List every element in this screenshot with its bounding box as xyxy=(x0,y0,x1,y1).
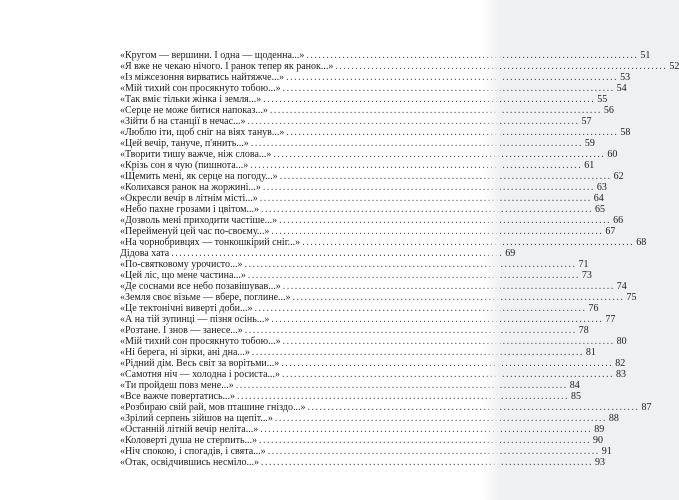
toc-entry-title: «По-святковому урочисто...» xyxy=(120,259,243,270)
toc-entry-page-number: 53 xyxy=(620,72,631,83)
toc-entry-title: «Розтане. І знов — занесе...» xyxy=(120,325,243,336)
toc-entry-page-number: 69 xyxy=(505,248,516,259)
toc-entry-page-number: 71 xyxy=(578,259,589,270)
toc-entry-title: «Коловерті душа не стерпить...» xyxy=(120,435,258,446)
toc-dot-leader xyxy=(261,457,591,468)
toc-entry-title: «Земля своє візьме — вбере, поглине...» xyxy=(120,292,291,303)
toc-entry-title: «Творити тишу важче, ніж слова...» xyxy=(120,149,272,160)
toc-entry xyxy=(120,116,592,127)
toc-entry xyxy=(120,336,627,347)
toc-dot-leader xyxy=(263,94,593,105)
toc-entry-page-number: 74 xyxy=(616,281,627,292)
toc-dot-leader xyxy=(236,380,566,391)
toc-entry xyxy=(120,314,616,325)
toc-entry xyxy=(120,446,612,457)
toc-entry-page-number: 59 xyxy=(584,138,595,149)
toc-entry xyxy=(120,402,652,413)
toc-entry-page-number: 67 xyxy=(605,226,616,237)
toc-dot-leader xyxy=(307,402,637,413)
toc-dot-leader xyxy=(268,446,598,457)
toc-entry xyxy=(120,204,606,215)
toc-entry-page-number: 52 xyxy=(669,61,679,72)
toc-dot-leader xyxy=(306,50,636,61)
toc-dot-leader xyxy=(270,105,600,116)
toc-entry-title: «Рідний дім. Весь світ за ворітьми...» xyxy=(120,358,280,369)
toc-entry xyxy=(120,237,647,248)
toc-entry-title: «Я вже не чекаю нічого. І ранок тепер як ранок...» xyxy=(120,61,334,72)
toc-entry-title: «Окресли вечір в літнім місті...» xyxy=(120,193,258,204)
toc-entry xyxy=(120,270,592,281)
toc-entry-title: «А на тій зупинці — пізня осінь...» xyxy=(120,314,270,325)
toc-entry-page-number: 76 xyxy=(588,303,599,314)
toc-entry xyxy=(120,83,627,94)
toc-entry-page-number: 60 xyxy=(607,149,618,160)
toc-dot-leader xyxy=(263,182,593,193)
toc-dot-leader xyxy=(271,226,601,237)
toc-entry-page-number: 57 xyxy=(581,116,592,127)
toc-entry xyxy=(120,149,618,160)
toc-entry xyxy=(120,325,589,336)
toc-dot-leader xyxy=(281,358,611,369)
toc-entry-title: «Ні берега, ні зірки, ані дна...» xyxy=(120,347,250,358)
toc-entry xyxy=(120,391,582,402)
toc-entry-page-number: 64 xyxy=(593,193,604,204)
toc-entry xyxy=(120,61,679,72)
toc-dot-leader xyxy=(282,369,612,380)
toc-entry-page-number: 87 xyxy=(641,402,652,413)
toc-entry-page-number: 61 xyxy=(584,160,595,171)
toc-entry-title: «Колихався ранок на жоржині...» xyxy=(120,182,261,193)
toc-entry-title: «Перейменуй цей час по-своєму...» xyxy=(120,226,270,237)
toc-entry-page-number: 84 xyxy=(569,380,580,391)
toc-entry-title: «Зійти б на станції в нечас...» xyxy=(120,116,246,127)
toc-dot-leader xyxy=(251,138,581,149)
toc-entry xyxy=(120,72,631,83)
toc-entry-page-number: 68 xyxy=(636,237,647,248)
toc-entry-page-number: 75 xyxy=(626,292,637,303)
toc-entry xyxy=(120,358,626,369)
toc-entry-title: «Кругом — вершини. І одна — щоденна...» xyxy=(120,50,305,61)
toc-dot-leader xyxy=(271,314,601,325)
toc-entry-title: «Люблю іти, щоб сніг на віях танув...» xyxy=(120,127,285,138)
toc-entry xyxy=(120,94,608,105)
toc-entry xyxy=(120,182,607,193)
toc-entry xyxy=(120,226,616,237)
toc-entry xyxy=(120,127,631,138)
toc-entry-title: «Останній літній вечір неліта...» xyxy=(120,424,259,435)
toc-entry xyxy=(120,160,595,171)
toc-entry-page-number: 85 xyxy=(571,391,582,402)
toc-entry xyxy=(120,171,624,182)
toc-entry-page-number: 58 xyxy=(620,127,631,138)
toc-entry-title: «Крізь сон я чую (пишнота...» xyxy=(120,160,249,171)
toc-entry-title: «Серце не може битися напоказ...» xyxy=(120,105,268,116)
toc-dot-leader xyxy=(261,204,591,215)
toc-entry-page-number: 88 xyxy=(608,413,619,424)
toc-dot-leader xyxy=(245,325,575,336)
toc-dot-leader xyxy=(283,336,613,347)
toc-dot-leader xyxy=(260,193,590,204)
toc-entry xyxy=(120,193,604,204)
toc-dot-leader xyxy=(280,171,610,182)
toc-dot-leader xyxy=(286,127,616,138)
toc-dot-leader xyxy=(279,215,609,226)
toc-entry-page-number: 77 xyxy=(605,314,616,325)
toc-entry-page-number: 54 xyxy=(616,83,627,94)
toc-entry-page-number: 66 xyxy=(613,215,624,226)
toc-dot-leader xyxy=(302,237,632,248)
toc-entry-page-number: 56 xyxy=(603,105,614,116)
toc-entry-title: «Небо пахне грозами і цвітом...» xyxy=(120,204,260,215)
toc-entry-title: «Цей вечір, тануче, п'янить...» xyxy=(120,138,249,149)
toc-dot-leader xyxy=(248,270,578,281)
toc-entry xyxy=(120,50,651,61)
toc-entry-title: «На чорнобривцях — тонкошкірий сніг...» xyxy=(120,237,301,248)
toc-dot-leader xyxy=(245,259,575,270)
toc-entry-page-number: 62 xyxy=(613,171,624,182)
toc-entry-page-number: 82 xyxy=(615,358,626,369)
toc-entry xyxy=(120,424,605,435)
toc-entry xyxy=(120,380,580,391)
toc-entry-page-number: 80 xyxy=(616,336,627,347)
toc-entry-title: Дідова хата xyxy=(120,248,170,259)
toc-dot-leader xyxy=(286,72,616,83)
toc-entry-page-number: 51 xyxy=(640,50,651,61)
toc-dot-leader xyxy=(283,83,613,94)
toc-dot-leader xyxy=(248,116,578,127)
toc-dot-leader xyxy=(171,248,501,259)
toc-entry-title: «Ти пройдеш повз мене...» xyxy=(120,380,234,391)
toc-entry-page-number: 55 xyxy=(597,94,608,105)
toc-entry xyxy=(120,413,619,424)
toc-entry xyxy=(120,457,606,468)
toc-dot-leader xyxy=(252,347,582,358)
toc-entry xyxy=(120,303,599,314)
toc-entry-title: «Дозволь мені приходити частіше...» xyxy=(120,215,278,226)
toc-dot-leader xyxy=(254,303,584,314)
toc-entry-page-number: 73 xyxy=(581,270,592,281)
toc-entry xyxy=(120,281,627,292)
toc-entry-page-number: 93 xyxy=(595,457,606,468)
toc-dot-leader xyxy=(283,281,613,292)
toc-entry xyxy=(120,292,637,303)
toc-entry-title: «Щемить мені, як серце на погоду...» xyxy=(120,171,278,182)
toc-entry xyxy=(120,259,589,270)
toc-entry-title: «Мій тихий сон просякнуто тобою...» xyxy=(120,336,281,347)
toc-entry-title: «Так вміє тільки жінка і земля...» xyxy=(120,94,262,105)
toc-entry-title: «Цей ліс, що мене частина...» xyxy=(120,270,246,281)
toc-entry-page-number: 83 xyxy=(616,369,627,380)
toc-entry-title: «Самотня ніч — холодна і росиста...» xyxy=(120,369,281,380)
toc-entry-page-number: 89 xyxy=(594,424,605,435)
toc-dot-leader xyxy=(293,292,623,303)
toc-entry xyxy=(120,138,595,149)
toc-entry xyxy=(120,435,604,446)
toc-dot-leader xyxy=(335,61,665,72)
toc-entry-title: «Це тектонічні вивертi доби...» xyxy=(120,303,253,314)
toc-entry-title: «Отак, освідчившись несміло...» xyxy=(120,457,260,468)
toc-entry-page-number: 63 xyxy=(596,182,607,193)
toc-entry-page-number: 90 xyxy=(593,435,604,446)
toc-entry-page-number: 78 xyxy=(578,325,589,336)
toc-entry-title: «Зрілий серпень зійшов на щепіт...» xyxy=(120,413,273,424)
toc-entry-title: «Ніч спокою, і спогадів, і свята...» xyxy=(120,446,266,457)
toc-entry-page-number: 65 xyxy=(595,204,606,215)
table-of-contents xyxy=(120,50,679,468)
toc-entry xyxy=(120,369,627,380)
toc-dot-leader xyxy=(275,413,605,424)
toc-dot-leader xyxy=(237,391,567,402)
toc-entry xyxy=(120,248,516,259)
toc-dot-leader xyxy=(260,424,590,435)
toc-entry-title: «Із міжсезоння вирватись найтяжче...» xyxy=(120,72,285,83)
toc-entry-title: «Все важче повертатись...» xyxy=(120,391,236,402)
toc-entry-title: «Мій тихий сон просякнуто тобою...» xyxy=(120,83,281,94)
toc-entry xyxy=(120,105,614,116)
toc-dot-leader xyxy=(273,149,603,160)
toc-entry xyxy=(120,347,596,358)
toc-entry-title: «Де соснами все небо позавішував...» xyxy=(120,281,281,292)
toc-entry-page-number: 81 xyxy=(585,347,596,358)
toc-dot-leader xyxy=(259,435,589,446)
toc-entry-page-number: 91 xyxy=(601,446,612,457)
toc-dot-leader xyxy=(250,160,580,171)
toc-entry-title: «Розбираю свій рай, мов пташине гніздо...» xyxy=(120,402,306,413)
toc-entry xyxy=(120,215,624,226)
